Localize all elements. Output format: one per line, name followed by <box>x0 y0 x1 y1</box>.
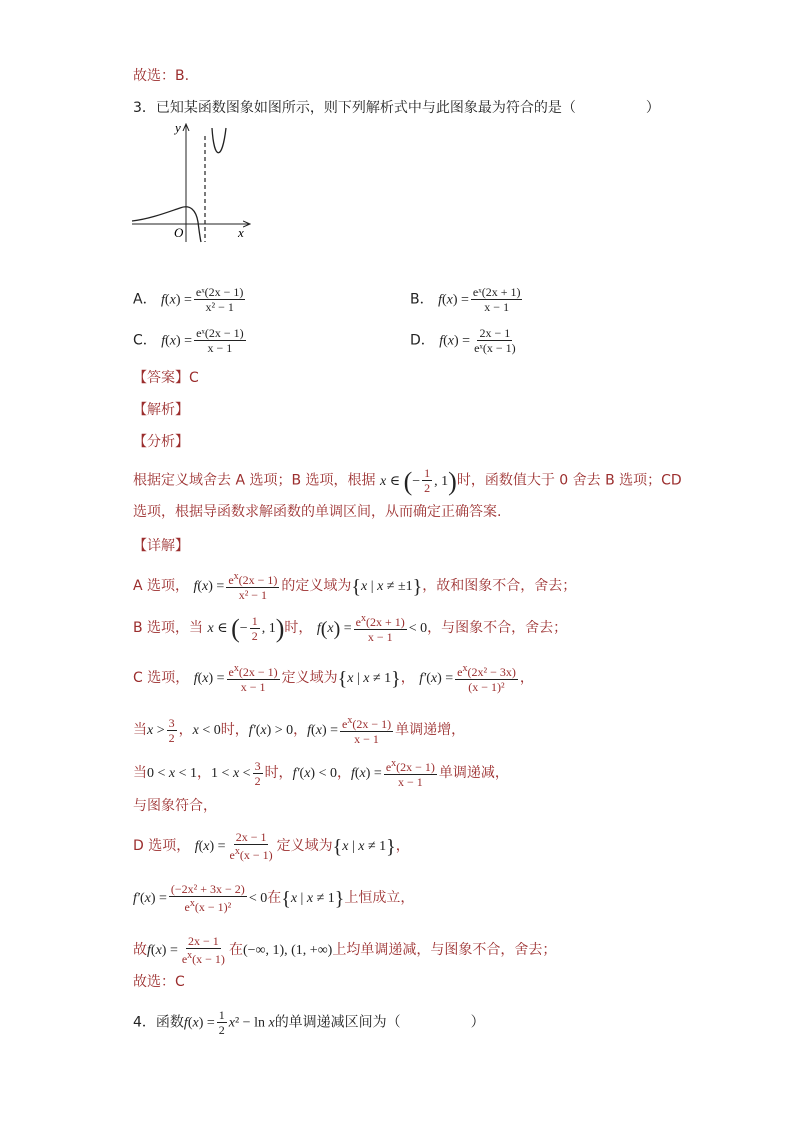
detail-option-c: C 选项， f(x) = $\frac{e^x(2x - 1)}{x - 1}$ 定义域为{x | x ≠ 1}， f′(x) = $\frac{e^x(2x^2 - 3x)}{\text{(x − 1)²}}$ ， <box>133 663 534 694</box>
detail-option-a: A 选项， f(x) = $\frac{e^x(2x - 1)}{\text{x² − 1}}$ 的定义域为{x | x ≠ ±1}，故和图象不合，舍去； <box>133 571 577 602</box>
detail-d-derivative: f′(x) = $\frac{\text{(−2x² + 3x − 2)}}{e^x(x - 1)^2}$ < 0在{x | x ≠ 1}上恒成立， <box>133 882 415 914</box>
previous-answer: 故选：B. <box>133 68 190 84</box>
analysis-line-2: 选项，根据导函数求解函数的单调区间，从而确定正确答案. <box>133 504 502 520</box>
right-branch-curve <box>212 128 226 153</box>
option-a[interactable]: A． f(x) = $\frac{\text{eˣ(2x − 1)}}{\text{x² − 1}}$ <box>133 285 244 314</box>
detail-option-d: D 选项， f(x) = $\frac{2x - 1}{e^x(x - 1)}$ 定义域为{x | x ≠ 1}， <box>133 830 410 862</box>
function-graph <box>128 120 258 245</box>
xiangjie-heading: 【详解】 <box>133 538 189 554</box>
jiexi-heading: 【解析】 <box>133 402 189 418</box>
detail-c-increasing: 当x > $\frac{3}{2}$ ，x < 0时，f′(x) > 0，f(x) = $\frac{e^x(2x - 1)}{x - 1}$ 单调递增， <box>133 715 466 746</box>
fenxi-heading: 【分析】 <box>133 434 189 450</box>
option-b-fraction: $\frac{\text{eˣ(2x + 1)}}{x - 1}$ <box>472 285 521 314</box>
question-4-stem: 4．函数f(x) = $\frac{1}{2}$ x² − ln x的单调递减区间为（ ） <box>133 1008 485 1037</box>
y-axis-label: y <box>175 120 181 135</box>
detail-option-b: B 选项，当 x ∈ (− $\frac{1}{2}$ , 1)时， f(x) = $\frac{e^x(2x + 1)}{x - 1}$ < 0，与图象不合，舍去； <box>133 613 568 644</box>
option-b[interactable]: B． f(x) = $\frac{\text{eˣ(2x + 1)}}{x - 1}$ <box>410 285 521 314</box>
detail-d-conclusion: 故f(x) = $\frac{2x - 1}{e^x(x - 1)}$ 在(−∞, 1), (1, +∞)上均单调递减，与图象不合，舍去； <box>133 934 557 966</box>
option-a-fraction: $\frac{\text{eˣ(2x − 1)}}{\text{x² − 1}}$ <box>195 285 244 314</box>
option-d-fraction: $\frac{2x - 1}{\text{eˣ(x − 1)}}$ <box>474 326 516 355</box>
question-3-stem: 3．已知某函数图象如图所示，则下列解析式中与此图象最为符合的是（ ） <box>133 100 660 116</box>
answer-value: C <box>189 370 199 386</box>
answer-line: 【答案】C <box>133 370 199 386</box>
option-c[interactable]: C． f(x) = $\frac{\text{eˣ(2x − 1)}}{x - 1}$ <box>133 326 244 355</box>
option-c-fraction: $\frac{\text{eˣ(2x − 1)}}{x - 1}$ <box>196 326 244 355</box>
final-answer: 故选：C <box>133 974 185 990</box>
x-axis-label: x <box>238 225 244 240</box>
detail-c-decreasing: 当0 < x < 1，1 < x < $\frac{3}{2}$ 时，f′(x) < 0，f(x) = $\frac{e^x(2x - 1)}{x - 1}$ 单调递减， <box>133 758 509 789</box>
analysis-line-1: 根据定义域舍去 A 选项；B 选项，根据 x ∈ (− $\frac{1}{2}$ , 1)时，函数值大于 0 舍去 B 选项；CD <box>133 466 682 496</box>
detail-c-conclusion: 与图象符合， <box>133 798 217 814</box>
option-d[interactable]: D． f(x) = $\frac{2x - 1}{\text{eˣ(x − 1)}}$ <box>410 326 516 355</box>
origin-label: O <box>174 225 184 240</box>
